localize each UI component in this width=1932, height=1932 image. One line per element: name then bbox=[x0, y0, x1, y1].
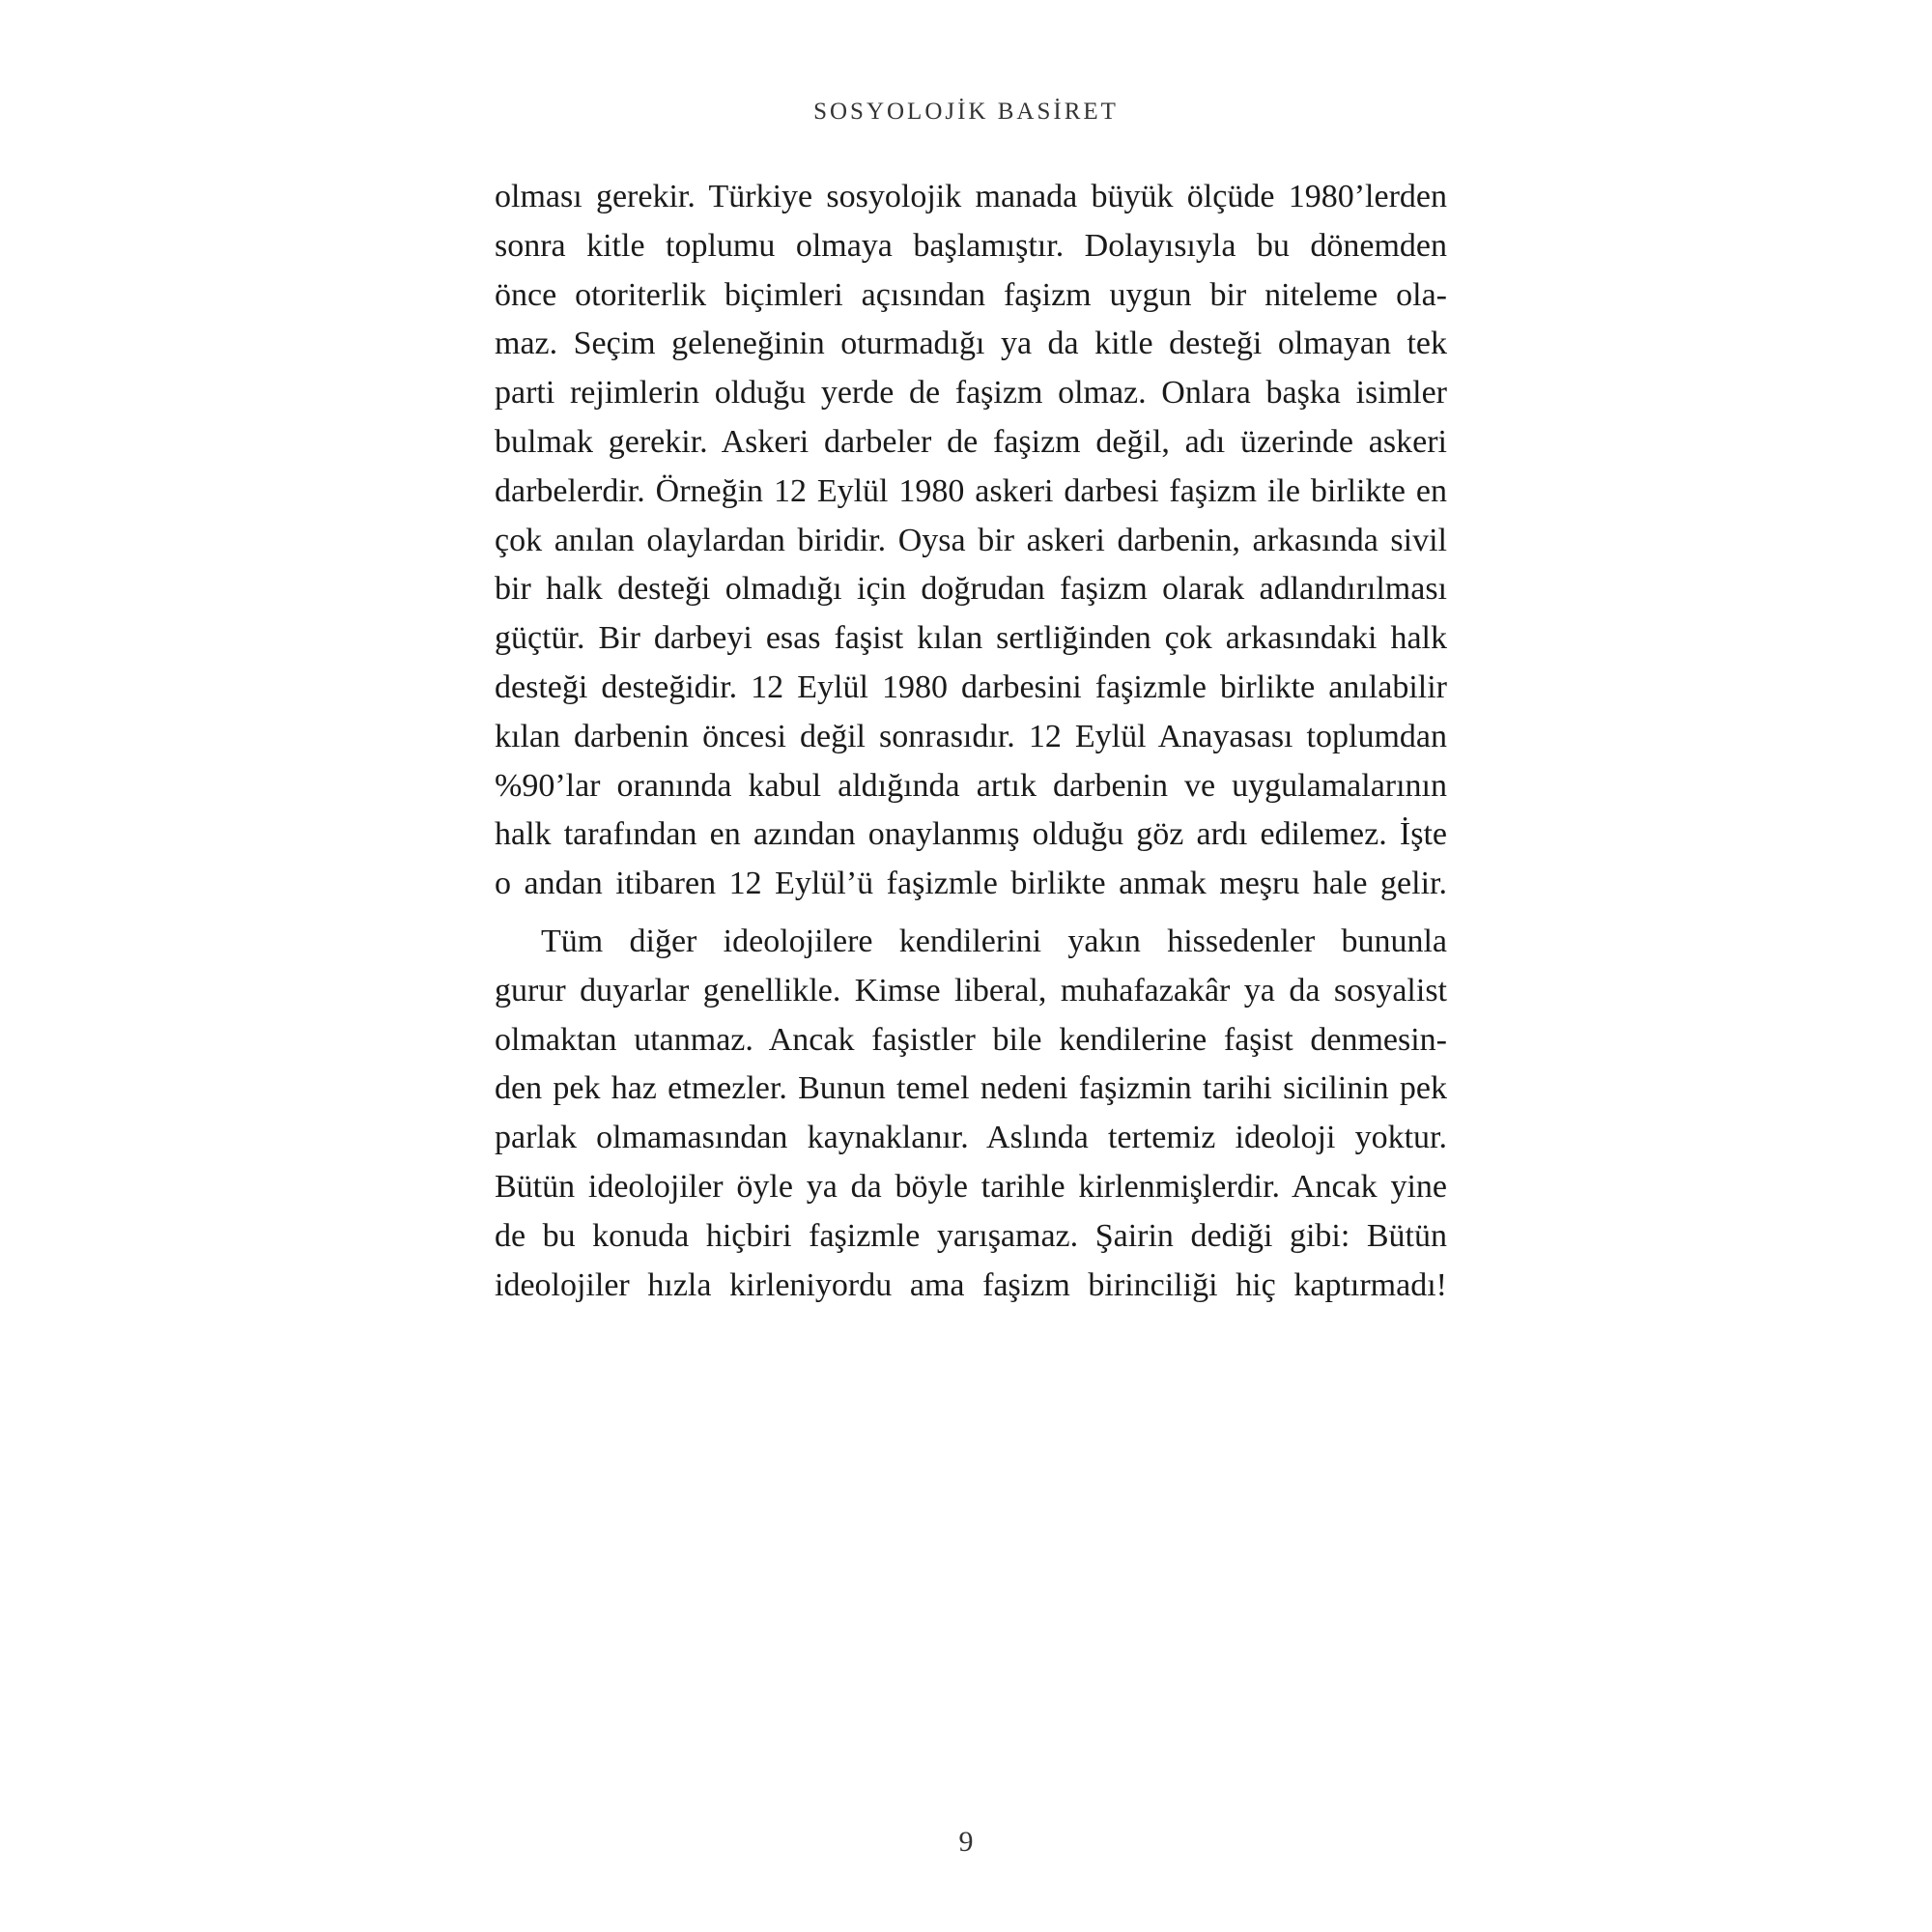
text-line: halk tarafından en azından onaylanmış olduğu göz ardı edilemez. İşte bbox=[495, 816, 1447, 853]
text-line: bir halk desteği olmadığı için doğrudan faşizm olarak adlandırılması bbox=[495, 571, 1447, 608]
text-line: darbelerdir. Örneğin 12 Eylül 1980 askeri darbesi faşizm ile birlikte en bbox=[495, 472, 1447, 509]
text-line: kılan darbenin öncesi değil sonrasıdır. 12 Eylül Anayasası toplumdan bbox=[495, 718, 1447, 754]
text-line: önce otoriterlik biçimleri açısından faşizm uygun bir niteleme ola- bbox=[495, 276, 1447, 313]
running-header: SOSYOLOJİK BASİRET bbox=[813, 99, 1119, 125]
text-line: parti rejimlerin olduğu yerde de faşizm olmaz. Onlara başka isimler bbox=[495, 375, 1447, 412]
text-line: den pek haz etmezler. Bunun temel nedeni faşizmin tarihi sicilinin pek bbox=[495, 1070, 1447, 1107]
text-line: parlak olmamasından kaynaklanır. Aslında tertemiz ideoloji yoktur. bbox=[495, 1120, 1447, 1156]
text-line: desteği desteğidir. 12 Eylül 1980 darbesini faşizmle birlikte anılabilir bbox=[495, 668, 1447, 705]
text-line: bulmak gerekir. Askeri darbeler de faşizm değil, adı üzerinde askeri bbox=[495, 423, 1447, 460]
body-text bbox=[495, 173, 1447, 1310]
page-number: 9 bbox=[958, 1826, 974, 1858]
text-line: olmaktan utanmaz. Ancak faşistler bile kendilerine faşist denmesin- bbox=[495, 1021, 1447, 1058]
text-line: çok anılan olaylardan biridir. Oysa bir askeri darbenin, arkasında sivil bbox=[495, 522, 1447, 558]
text-line: sonra kitle toplumu olmaya başlamıştır. Dolayısıyla bu dönemden bbox=[495, 227, 1447, 264]
text-line: olması gerekir. Türkiye sosyolojik manada büyük ölçüde 1980’lerden bbox=[495, 179, 1447, 214]
text-line: o andan itibaren 12 Eylül’ü faşizmle birlikte anmak meşru hale gelir. bbox=[495, 866, 1447, 902]
text-line: de bu konuda hiçbiri faşizmle yarışamaz. Şairin dediği gibi: Bütün bbox=[495, 1217, 1447, 1254]
text-line: gurur duyarlar genellikle. Kimse liberal, muhafazakâr ya da sosyalist bbox=[495, 972, 1447, 1009]
text-line: ideolojiler hızla kirleniyordu ama faşizm birinciliği hiç kaptırmadı! bbox=[495, 1266, 1447, 1303]
paragraph-gap bbox=[495, 909, 1447, 918]
text-line: Tüm diğer ideolojilere kendilerini yakın hissedenler bununla bbox=[541, 923, 1447, 959]
text-line: maz. Seçim geleneğinin oturmadığı ya da kitle desteği olmayan tek bbox=[495, 326, 1447, 362]
paragraph-2 bbox=[495, 918, 1447, 1310]
text-line: güçtür. Bir darbeyi esas faşist kılan sertliğinden çok arkasındaki halk bbox=[495, 620, 1447, 657]
text-line: Bütün ideolojiler öyle ya da böyle tarihle kirlenmişlerdir. Ancak yine bbox=[495, 1168, 1447, 1205]
paragraph-1 bbox=[495, 173, 1447, 909]
text-line: %90’lar oranında kabul aldığında artık darbenin ve uygulamalarının bbox=[495, 767, 1447, 804]
